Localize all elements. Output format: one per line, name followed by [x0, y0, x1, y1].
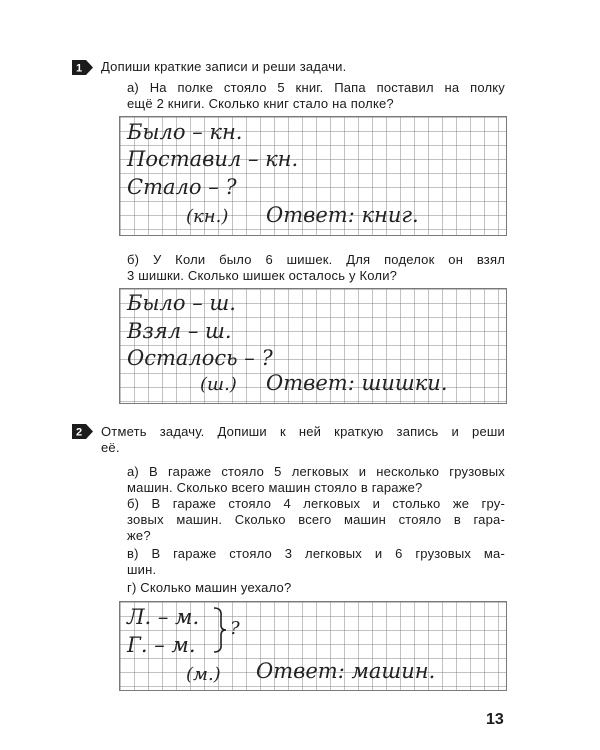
task2-option-c-line2: шин. — [127, 562, 157, 577]
page-number: 13 — [486, 711, 504, 728]
hw-task1a-became: Стало – ? — [127, 175, 237, 199]
hw-task1a-put: Поставил – кн. — [127, 147, 299, 171]
hw-task2-trucks: Г. – м. — [127, 633, 196, 657]
task2-option-c-line1: в) В гараже стояло 3 легковых и 6 грузовых ма- — [127, 546, 505, 561]
task-number-badge-1 — [72, 60, 93, 75]
hw-task1b-left: Осталось – ? — [127, 346, 273, 370]
task1b-text-line2: 3 шишки. Сколько шишек осталось у Коли? — [127, 268, 398, 283]
task1a-text-line2: ещё 2 книги. Сколько книг стало на полке? — [127, 96, 394, 111]
task-number-badge-2 — [72, 424, 93, 439]
hw-task1a-was: Было – кн. — [127, 120, 243, 144]
task1a-text-line1: а) На полке стояло 5 книг. Папа поставил на полку — [127, 80, 505, 95]
hw-task2-cars: Л. – м. — [127, 605, 200, 629]
task2-instruction-line2: её. — [101, 440, 120, 455]
hw-task1a-unit: (кн.) — [186, 206, 229, 227]
svg-text:2: 2 — [75, 426, 83, 439]
task1-instruction: Допиши краткие записи и реши задачи. — [101, 59, 347, 74]
hw-task1b-answer: Ответ: шишки. — [266, 371, 448, 395]
hw-task1a-answer: Ответ: книг. — [266, 203, 419, 227]
task2-option-a-line1: а) В гараже стояло 5 легковых и несколько грузовых — [127, 464, 505, 479]
task2-option-b-line2: зовых машин. Сколько всего машин стояло в гара- — [127, 512, 505, 527]
curly-brace-icon — [212, 606, 228, 654]
task2-instruction-line1: Отметь задачу. Допиши к ней краткую запись и реши — [101, 424, 505, 439]
task2-option-a-line2: машин. Сколько всего машин стояло в гараже? — [127, 480, 423, 495]
task2-option-d: г) Сколько машин уехало? — [127, 580, 292, 595]
hw-task2-unit: (м.) — [186, 664, 221, 685]
hw-task1b-unit: (ш.) — [200, 374, 237, 395]
svg-text:1: 1 — [75, 62, 83, 75]
task2-option-b-line1: б) В гараже стояло 4 легковых и столько же гру- — [127, 496, 505, 511]
task1b-text-line1: б) У Коли было 6 шишек. Для поделок он взял — [127, 252, 505, 267]
hw-task2-question: ? — [230, 618, 240, 639]
task2-option-b-line3: же? — [127, 528, 151, 543]
hw-task2-answer: Ответ: машин. — [256, 659, 436, 683]
hw-task1b-took: Взял – ш. — [127, 319, 232, 343]
hw-task1b-was: Было – ш. — [127, 291, 236, 315]
